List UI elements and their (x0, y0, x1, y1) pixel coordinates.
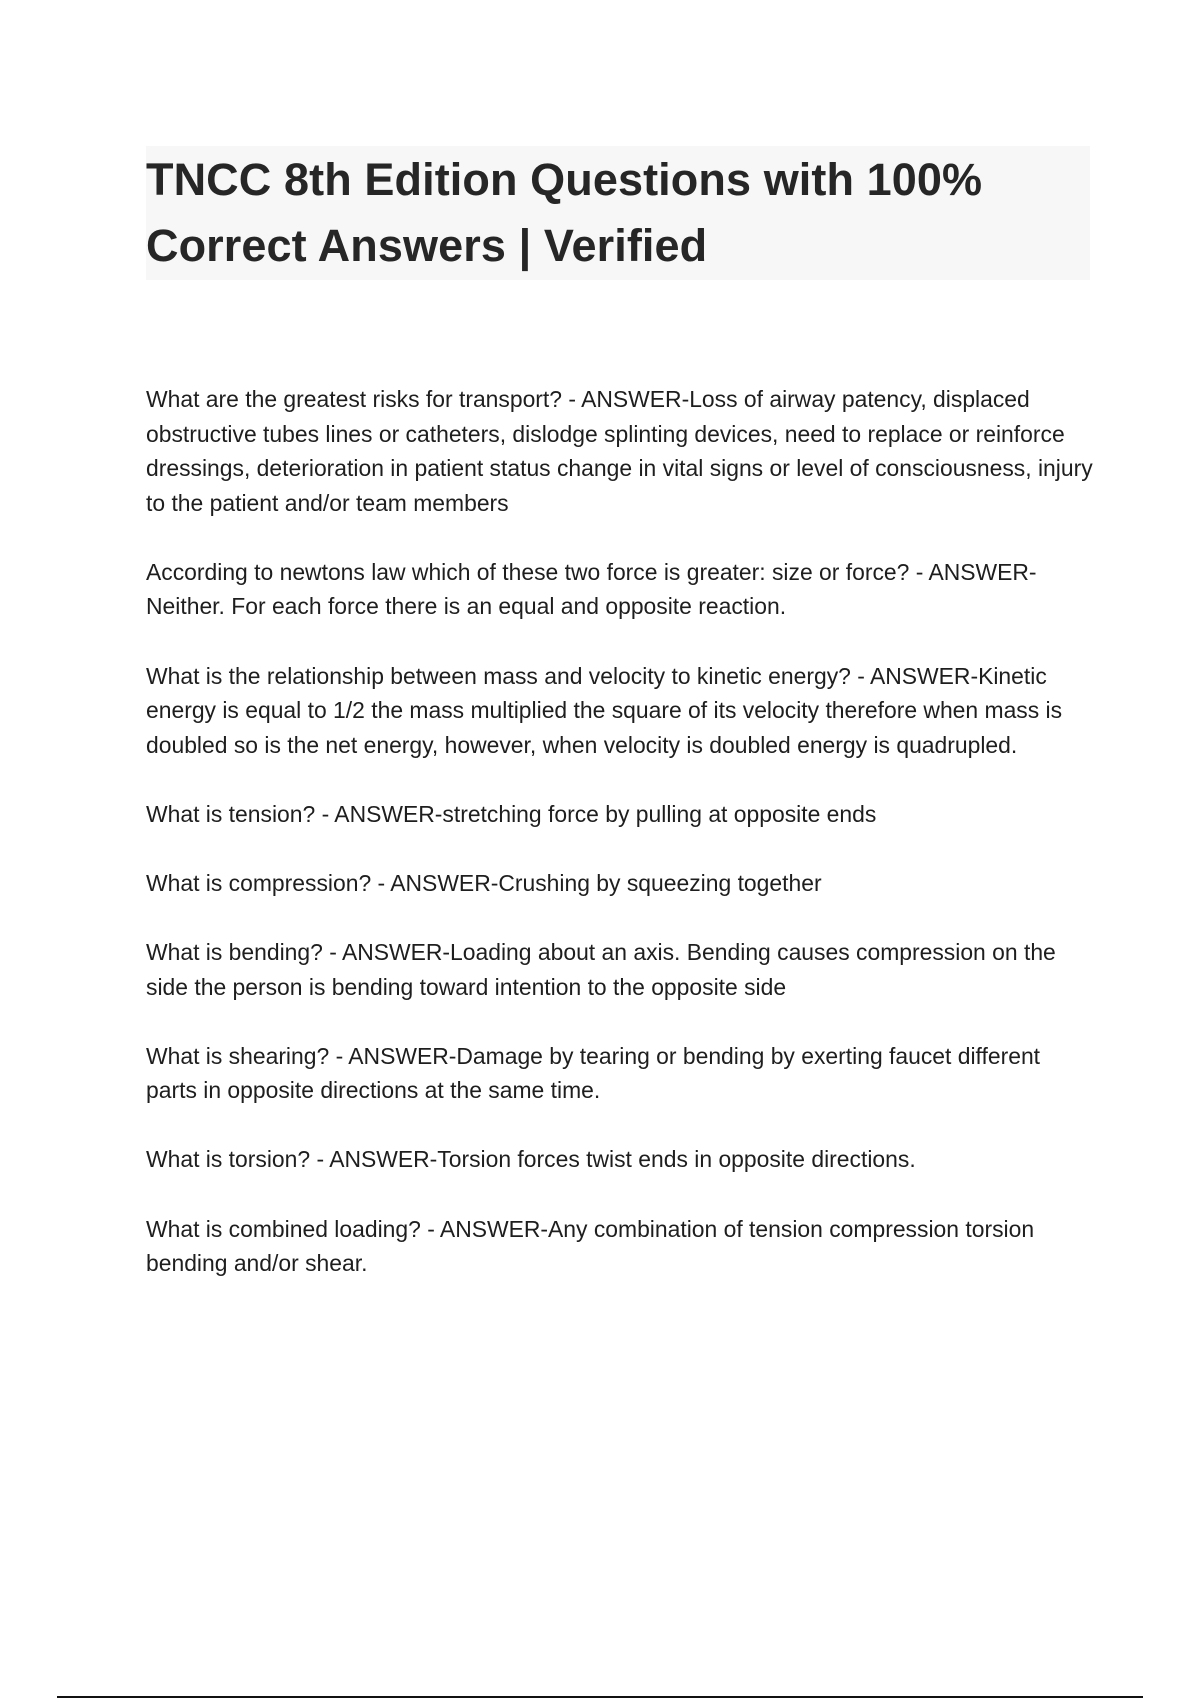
document-title: TNCC 8th Edition Questions with 100% Correct Answers | Verified (146, 154, 983, 271)
qa-item: What is compression? - ANSWER-Crushing by squeezing together (146, 869, 822, 896)
title-block (146, 146, 1090, 280)
qa-item: What is the relationship between mass and velocity to kinetic energy? - ANSWER-Kinetic energy is equal to 1/2 the mass multiplied the square of its velocity therefore when mass is doubled so is the net energy, however, when velocity is doubled energy is quadrupled. (146, 662, 1063, 758)
qa-list (146, 382, 1096, 1315)
qa-item: What is torsion? - ANSWER-Torsion forces twist ends in opposite directions. (146, 1146, 916, 1173)
qa-item: What is shearing? - ANSWER-Damage by tearing or bending by exerting faucet different parts in opposite directions at the same time. (146, 1042, 1041, 1104)
page-bottom-divider (57, 1696, 1143, 1698)
qa-item: What is bending? - ANSWER-Loading about an axis. Bending causes compression on the side the person is bending toward intention to the opposite side (146, 939, 1056, 1000)
qa-item: What is combined loading? - ANSWER-Any combination of tension compression torsion bending and/or shear. (146, 1215, 1035, 1277)
qa-item: What is tension? - ANSWER-stretching force by pulling at opposite ends (146, 800, 877, 827)
qa-item: According to newtons law which of these two force is greater: size or force? - ANSWER-Neither. For each force there is an equal and opposite reaction. (146, 558, 1037, 620)
qa-item: What are the greatest risks for transport? - ANSWER-Loss of airway patency, displaced obstructive tubes lines or catheters, dislodge splinting devices, need to replace or reinforce dressings, deterioration in patient status change in vital signs or level of consciousness, injury to the patient and/or team members (146, 386, 1093, 516)
